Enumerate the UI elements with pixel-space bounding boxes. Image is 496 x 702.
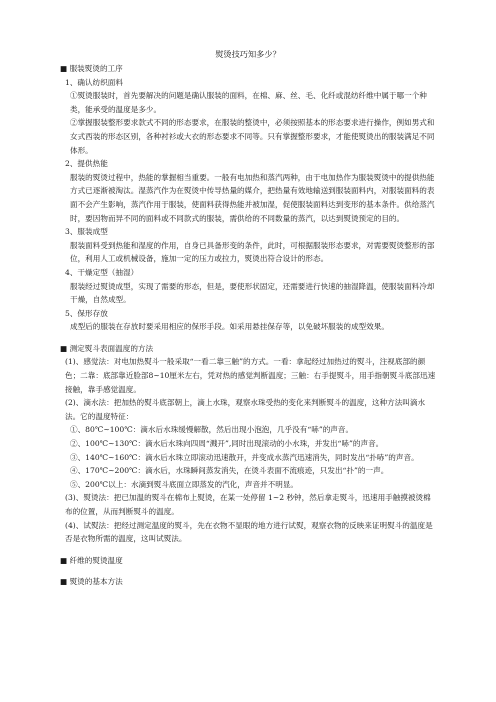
subsection-paragraph: (2)、滴水法：把加热的熨斗底部朝上，滴上水珠，观察水珠受热的变化来判断熨斗的温度，这种方法叫滴水法。它的温度特征： — [65, 398, 426, 421]
subsection-paragraph: (1)、感觉法：对电加热熨斗一般采取“一看二靠三触”的方式。一看：拿起经过加热过的熨斗，注视底部的颜色；二靠：底部靠近脸部8~10厘米左右，凭对热的感觉判断温度；三触：右手提熨斗，用手指朝熨斗底部迅速接触，靠手感觉温度。 — [65, 357, 436, 394]
section — [60, 342, 436, 546]
section-gap — [60, 546, 436, 554]
body-paragraph: ⑤、200℃以上：水滴到熨斗底面立即蒸发的汽化，声音并不明显。 — [70, 479, 299, 489]
section-gap — [60, 334, 436, 342]
subsection-paragraph: 3、服装成型 — [65, 227, 108, 237]
body-paragraph: 服装经过熨烫成型，实现了需要的形态，但是，要使形状固定，还需要进行快速的抽湿降温，使服装面料冷却干燥，自然成型。 — [70, 281, 435, 305]
body-paragraph: 成型后的服装在存放时要采用相应的保形手段。如采用悬挂保存等，以免破坏服装的成型效果。 — [70, 322, 389, 332]
body-paragraph: ②掌握服装整形要求款式不同的形态要求，在服装的整烫中，必须按照基本的形态要求进行操作，例如男式和女式西装的形态区别，各种衬衫或大衣的形态要求不同等。只有掌握整形要求，才能使熨烫出的服装满足不同体形。 — [70, 118, 435, 155]
section-gap — [60, 567, 436, 575]
subsection-paragraph: 2、提供热能 — [65, 159, 108, 169]
body-paragraph: ③、140℃~160℃：滴水后水珠立即滚动迅速散开，并变成水蒸汽迅速消失，同时发出“扑哧”的声音。 — [70, 452, 419, 462]
document-body — [60, 62, 436, 589]
body-paragraph: 服装的熨烫过程中，热能的掌握相当重要。一般有电加热和蒸汽两种，由于电加热作为服装熨烫中的提供热能方式已逐渐被淘汰。湿蒸汽作为在熨烫中传导热量的媒介，把热量有效地输送到服装面料内，对服装面料的表面不会产生影响，蒸汽作用于服装，使面料获得热能并被加湿，促使服装面料达到变形的基本条件。供给蒸汽时，要因物而异不同的面料或不同款式的服装，需供给的不同数量的蒸汽，以达到熨烫预定的目的。 — [70, 172, 435, 223]
subsection-paragraph: 1、确认纺织面料 — [65, 77, 123, 87]
subsection-paragraph: 5、保形存放 — [65, 308, 108, 318]
section — [60, 575, 436, 589]
body-paragraph: ①、80℃~100℃：滴水后水珠缓慢解散，然后出现小泡泡，几乎没有“哧”的声音。 — [70, 425, 354, 435]
body-paragraph: ④、170℃~200℃：滴水后，水珠瞬间蒸发消失，在烫斗表面不流痕迹，只发出“扑”的一声。 — [70, 466, 389, 476]
section — [60, 554, 436, 568]
section-heading: ■ 测定熨斗表面温度的方法 — [60, 343, 154, 353]
body-paragraph: 服装面料受到热能和湿度的作用，自身已具备形变的条件，此时，可根据服装形态要求，对需要熨烫整形的部位，利用人工或机械设备，施加一定的压力或拉力，熨烫出符合设计的形态。 — [70, 240, 435, 264]
subsection-paragraph: (4)、试熨法：把经过测定温度的熨斗，先在衣物不显眼的地方进行试熨，观察衣物的反映来证明熨斗的温度是否是衣物所需的温度，这叫试熨法。 — [65, 520, 433, 544]
document-title: 熨烫技巧知多少？ — [215, 49, 281, 59]
body-paragraph: ①熨烫服装时，首先要解决的问题是确认服装的面料，在棉、麻、丝、毛、化纤或混纺纤维中属于哪一个种类，能承受的温度是多少。 — [70, 91, 427, 114]
section-heading: ■ 服装熨烫的工序 — [60, 64, 123, 73]
subsection-paragraph: (3)、熨烫法：把已加温的熨斗在棉布上熨烫，在某一处停留 1~2 秒钟，然后拿走熨斗，迅速用手触摸被烫棉布的位置，从而判断熨斗的温度。 — [65, 493, 431, 516]
body-paragraph: ②、100℃~130℃：滴水后水珠向四周“溅开”,同时出现滚动的小水珠，并发出“哧”的声音。 — [70, 439, 384, 449]
section-heading: ■ 熨烫的基本方法 — [60, 577, 123, 587]
section-heading: ■ 纤维的熨烫温度 — [60, 555, 123, 565]
subsection-paragraph: 4、干燥定型（抽湿） — [65, 267, 139, 277]
section — [60, 62, 436, 334]
